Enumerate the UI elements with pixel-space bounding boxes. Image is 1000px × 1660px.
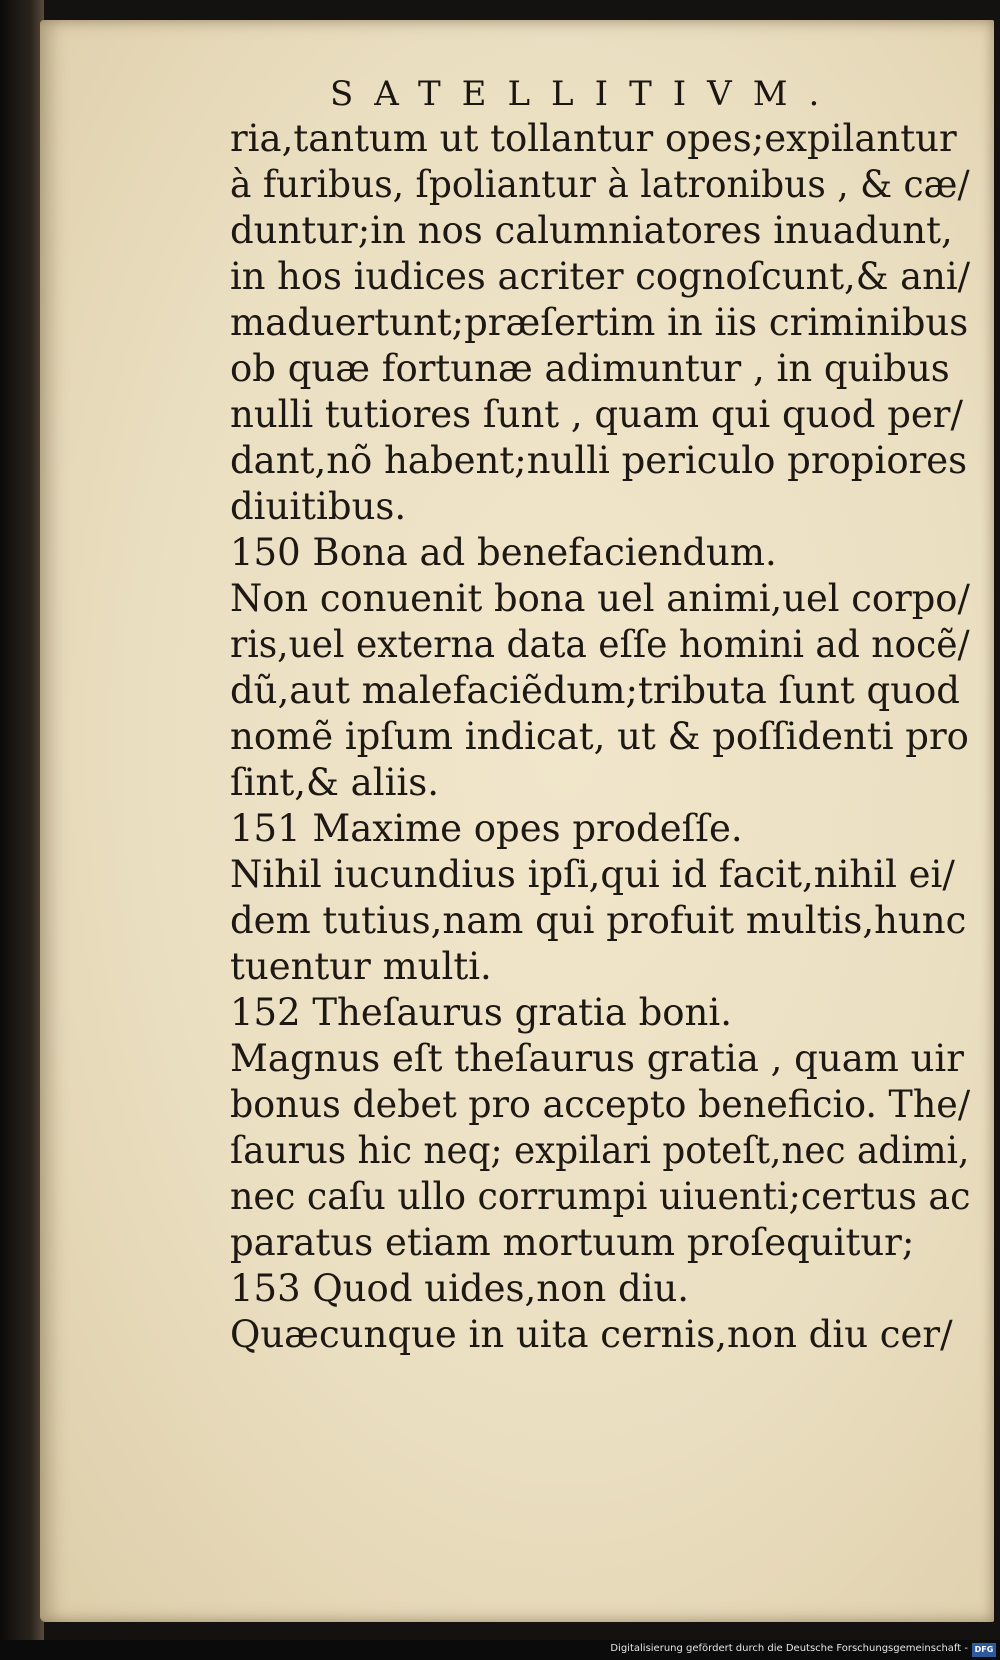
text-line: ris,uel externa data eſſe homini ad nocẽ/ bbox=[230, 623, 970, 666]
funding-notice: Digitalisierung gefördert durch die Deutsche Forschungsgemeinschaft - bbox=[610, 1643, 968, 1654]
running-head: SATELLITIVM. bbox=[330, 74, 841, 114]
text-line: duntur;in nos calumniatores inuadunt, bbox=[230, 209, 953, 252]
text-line: à furibus, ſpoliantur à latronibus , & cæ/ bbox=[230, 163, 970, 206]
text-line: bonus debet pro accepto beneficio. The/ bbox=[230, 1083, 971, 1126]
body-text bbox=[40, 20, 994, 1622]
text-line: dant,nõ habent;nulli periculo propiores bbox=[230, 439, 968, 482]
text-line: paratus etiam mortuum proſequitur; bbox=[230, 1221, 915, 1264]
book-page bbox=[40, 20, 994, 1622]
text-line: nec caſu ullo corrumpi uiuenti;certus ac bbox=[230, 1175, 971, 1218]
section-heading: 151 Maxime opes prodeſſe. bbox=[230, 807, 743, 850]
text-line: tuentur multi. bbox=[230, 945, 492, 988]
text-line: Quæcunque in uita cernis,non diu cer/ bbox=[230, 1313, 953, 1356]
text-line: ſaurus hic neq; expilari poteſt,nec adimi, bbox=[230, 1129, 970, 1172]
section-heading: 150 Bona ad benefaciendum. bbox=[230, 531, 777, 574]
text-line: in hos iudices acriter cognoſcunt,& ani/ bbox=[230, 255, 971, 298]
text-line: Non conuenit bona uel animi,uel corpo/ bbox=[230, 577, 970, 620]
text-line: nomẽ ipſum indicat, ut & poſſidenti pro bbox=[230, 715, 969, 758]
dfg-logo: DFG bbox=[972, 1643, 996, 1657]
section-heading: 153 Quod uides,non diu. bbox=[230, 1267, 690, 1310]
text-line: maduertunt;præſertim in iis criminibus bbox=[230, 301, 969, 344]
text-line: ria,tantum ut tollantur opes;expilantur bbox=[230, 117, 957, 160]
text-line: Nihil iucundius ipſi,qui id facit,nihil ei/ bbox=[230, 853, 955, 896]
text-line: nulli tutiores ſunt , quam qui quod per/ bbox=[230, 393, 963, 436]
text-line: ſint,& aliis. bbox=[230, 761, 439, 804]
text-line: ob quæ fortunæ adimuntur , in quibus bbox=[230, 347, 950, 390]
footer-bar bbox=[0, 1640, 1000, 1660]
text-line: Magnus eſt theſaurus gratia , quam uir bbox=[230, 1037, 964, 1080]
text-line: dũ,aut malefaciẽdum;tributa ſunt quod bbox=[230, 669, 960, 712]
text-line: dem tutius,nam qui profuit multis,hunc bbox=[230, 899, 967, 942]
section-heading: 152 Theſaurus gratia boni. bbox=[230, 991, 732, 1034]
book-gutter bbox=[0, 0, 44, 1640]
text-line: diuitibus. bbox=[230, 485, 407, 528]
